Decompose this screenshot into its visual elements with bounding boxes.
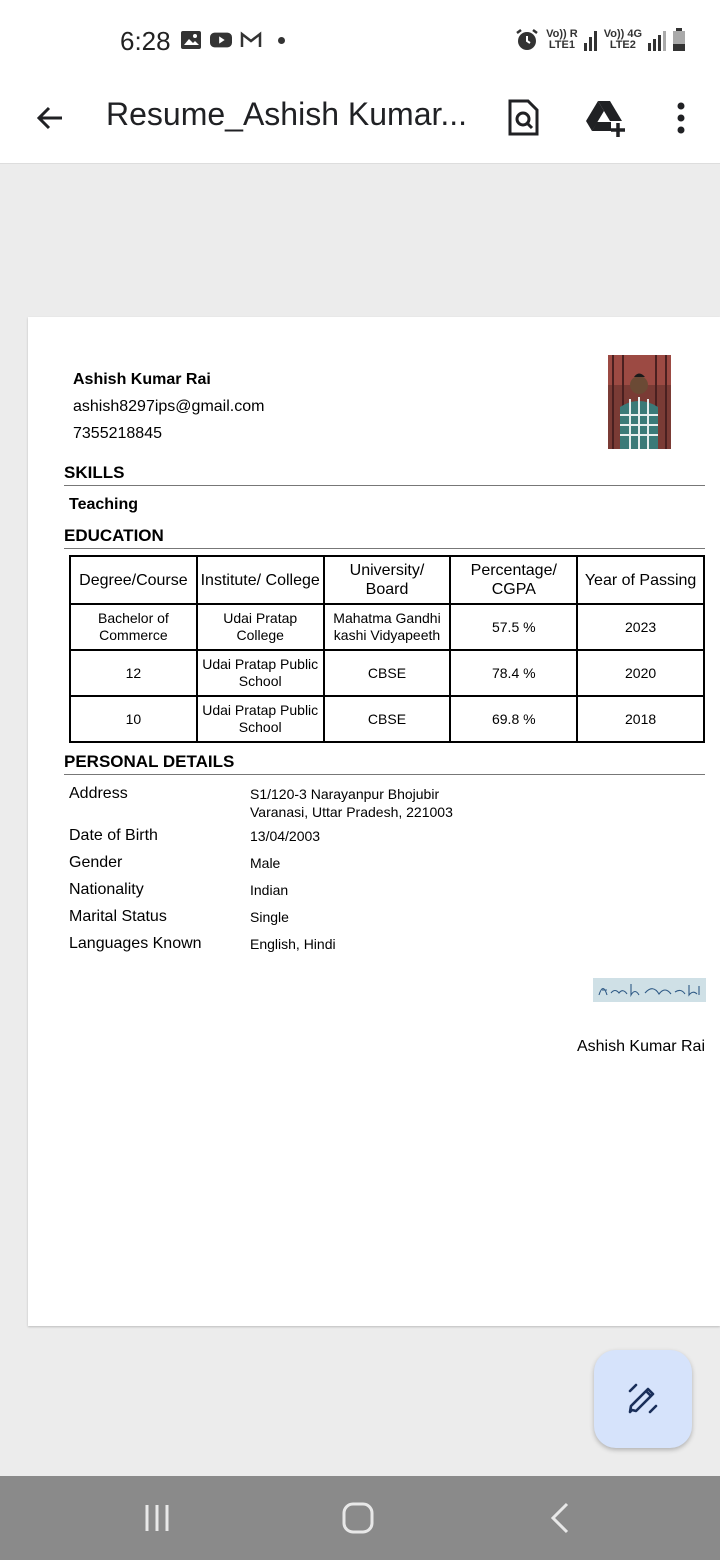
detail-label: Address (69, 785, 128, 802)
youtube-icon (210, 30, 232, 50)
alarm-icon (514, 28, 540, 52)
cell-institute: Udai Pratap Public School (197, 650, 324, 696)
home-icon (341, 1501, 375, 1535)
sim2-info: Vo)) 4G LTE2 (603, 28, 642, 51)
cell-university: CBSE (324, 696, 451, 742)
table-row (70, 696, 704, 742)
pdf-page[interactable] (28, 317, 720, 1326)
notification-icons (180, 30, 285, 50)
signature-image (593, 978, 706, 1002)
detail-label: Nationality (69, 881, 144, 898)
battery-icon (672, 28, 686, 52)
back-arrow-icon (34, 102, 66, 134)
edit-fab-button[interactable] (594, 1350, 692, 1448)
navigation-bar (0, 1476, 720, 1560)
table-header-row (70, 556, 704, 604)
header-institute: Institute/ College (197, 556, 324, 604)
detail-value: English, Hindi (250, 936, 336, 952)
profile-photo (608, 355, 671, 449)
cell-percentage: 78.4 % (450, 650, 577, 696)
cell-degree: 12 (70, 650, 197, 696)
table-row (70, 650, 704, 696)
education-table (69, 555, 705, 743)
cell-percentage: 57.5 % (450, 604, 577, 650)
cell-institute: Udai Pratap Public School (197, 696, 324, 742)
gallery-icon (180, 30, 202, 50)
header-university: University/ Board (324, 556, 451, 604)
skill-item: Teaching (69, 496, 139, 513)
detail-value: Indian (250, 882, 289, 898)
detail-label: Marital Status (69, 908, 167, 925)
header-year: Year of Passing (577, 556, 704, 604)
app-bar (0, 80, 720, 164)
cell-year: 2018 (577, 696, 704, 742)
cell-degree: Bachelor of Commerce (70, 604, 197, 650)
resume-phone: 7355218845 (73, 425, 162, 442)
education-heading: EDUCATION (64, 526, 705, 549)
find-in-page-button[interactable] (495, 90, 551, 146)
cell-university: Mahatma Gandhi kashi Vidyapeeth (324, 604, 451, 650)
add-to-drive-button[interactable] (578, 90, 634, 146)
status-time: 6:28 (120, 26, 171, 56)
home-button[interactable] (328, 1496, 388, 1540)
detail-value: Single (250, 909, 289, 925)
detail-value: S1/120-3 Narayanpur Bhojubir Varanasi, Uttar Pradesh, 221003 (250, 786, 453, 820)
recents-button[interactable] (127, 1496, 187, 1540)
cell-year: 2023 (577, 604, 704, 650)
add-to-drive-icon (585, 99, 627, 137)
detail-value: Male (250, 855, 281, 871)
signal-2-icon (648, 29, 666, 51)
back-button[interactable] (26, 94, 74, 142)
header-degree: Degree/Course (70, 556, 197, 604)
cell-year: 2020 (577, 650, 704, 696)
status-indicators (514, 28, 686, 52)
cell-university: CBSE (324, 650, 451, 696)
signal-1-icon (584, 29, 598, 51)
more-options-button[interactable] (653, 90, 709, 146)
skills-heading: SKILLS (64, 463, 705, 486)
status-bar (0, 0, 720, 80)
detail-value: 13/04/2003 (250, 828, 321, 844)
detail-label: Gender (69, 854, 123, 871)
cell-degree: 10 (70, 696, 197, 742)
more-vert-icon (676, 102, 686, 134)
resume-name: Ashish Kumar Rai (73, 371, 211, 388)
nav-back-button[interactable] (530, 1496, 590, 1540)
gmail-icon (240, 30, 262, 50)
cell-institute: Udai Pratap College (197, 604, 324, 650)
find-in-page-icon (506, 99, 540, 137)
recents-icon (142, 1503, 172, 1533)
sim1-info: Vo)) R LTE1 (546, 28, 578, 51)
document-title: Resume_Ashish Kumar... (106, 96, 468, 132)
personal-details-heading: PERSONAL DETAILS (64, 752, 705, 775)
detail-label: Date of Birth (69, 827, 158, 844)
header-percentage: Percentage/ CGPA (450, 556, 577, 604)
signature-name: Ashish Kumar Rai (576, 1038, 705, 1055)
edit-pen-icon (626, 1382, 660, 1416)
resume-email: ashish8297ips@gmail.com (73, 398, 265, 415)
table-row (70, 604, 704, 650)
more-notifications-dot (278, 37, 285, 44)
cell-percentage: 69.8 % (450, 696, 577, 742)
detail-label: Languages Known (69, 935, 202, 952)
back-icon (547, 1501, 573, 1535)
